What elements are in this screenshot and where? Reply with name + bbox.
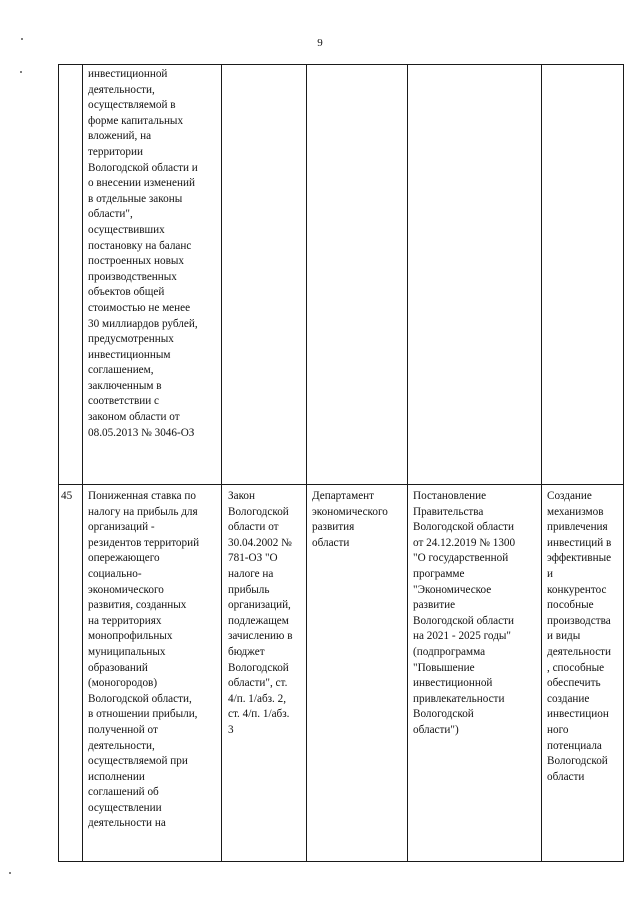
column-border [58,64,59,862]
scan-speck [20,71,22,73]
benefit-name-cell: Пониженная ставка по налогу на прибыль для организаций - резидентов территорий опережающего социально- экономического развития, созданных на территориях монопрофильных муниципальных образований (моногородов) Вологодской области, в отношении прибыли, полученной от деятельности, осуществляемой при исполнении соглашений об осуществлении деятельности на [88,490,200,830]
goal-cell: Создание механизмов привлечения инвестиций в эффективные и конкурентос пособные производства и виды деятельности , способные обеспечить создание инвестицион ного потенциала Вологодской области [547,490,612,783]
row-number: 45 [61,490,73,502]
column-border [82,64,83,862]
column-border [407,64,408,862]
continuation-name-cell: инвестиционной деятельности, осуществляемой в форме капитальных вложений, на территории Вологодской области и о внесении изменений в отдельные законы области", осуществивших постановку на баланс построенных новых производственных объектов общей стоимостью не менее 30 миллиардов рублей, предусмотренных инвестиционным соглашением, заключенным в соответствии с законом области от 08.05.2013 № 3046-ОЗ [88,68,198,439]
scan-speck [9,872,11,874]
row-separator [58,484,624,485]
page-number: 9 [317,37,323,49]
scan-speck [21,38,23,40]
legal-basis-cell: Закон Вологодской области от 30.04.2002 № 781-ОЗ "О налоге на прибыль организаций, подлежащем зачислению в бюджет Вологодской области", ст. 4/п. 1/абз. 2, ст. 4/п. 1/абз. 3 [228,490,293,736]
table-top-border [58,64,624,65]
tax-benefits-table [58,64,624,862]
responsible-department-cell: Департамент экономического развития области [312,490,388,549]
state-program-cell: Постановление Правительства Вологодской области от 24.12.2019 № 1300 "О государственной программе "Экономическое развитие Вологодской области на 2021 - 2025 годы" (подпрограмма "Повышение инвестиционной привлекательности Вологодской области") [413,490,516,736]
column-border [306,64,307,862]
column-border [541,64,542,862]
table-bottom-border [58,861,624,862]
